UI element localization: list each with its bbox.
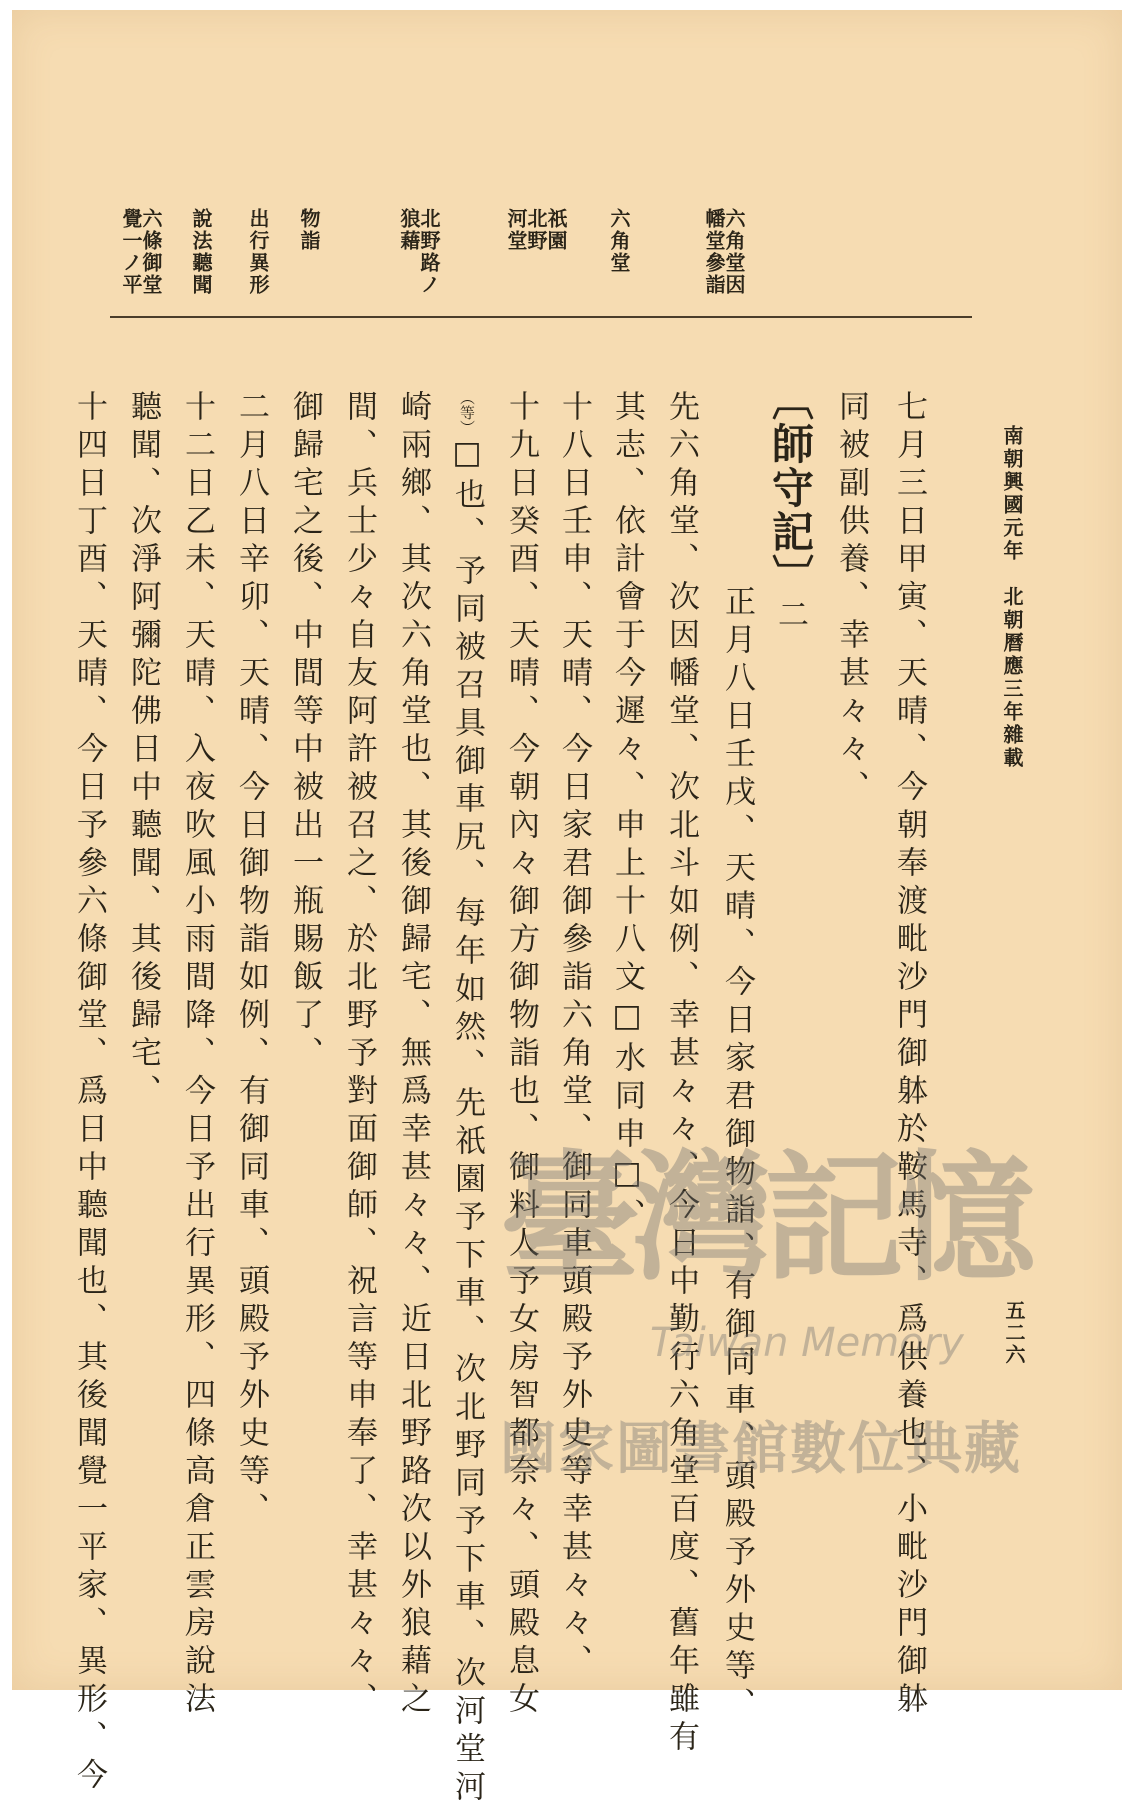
section-number: 二 [772,598,808,636]
margin-note-5: 物詣 [297,208,321,252]
text-column-2: 同被副供養、幸甚々々、 [833,390,869,808]
margin-note-8: 六條御堂 覺一ノ平 [119,208,163,296]
text-column-3: 正月八日壬戌、天晴、今日家君御物詣、有御同車、頭殿予外史等、 [719,585,755,1725]
margin-note-2: 六角堂 [607,208,631,274]
text-column-15: 十四日丁酉、天晴、今日予參六條御堂、爲日中聽聞也、其後聞覺一平家、異形、今 [71,390,107,1796]
margin-divider [110,316,972,318]
text-column-8: （等）□也、予同被召具御車尻、每年如然、先祇園予下車、次北野同予下車、次河堂河 [449,390,485,1808]
text-column-12: 二月八日辛卯、天晴、今日御物詣如例、有御同車、頭殿予外史等、 [233,390,269,1530]
inline-note: （等） [458,390,476,435]
section-heading [766,378,815,636]
margin-note-6: 出行異形 [246,208,270,296]
text-column-1: 七月三日甲寅、天晴、今朝奉渡毗沙門御躰於鞍馬寺、爲供養也、小毗沙門御躰 [891,390,927,1720]
margin-note-7: 說法聽聞 [189,208,213,296]
watermark-english: Taiwan Memory [650,1320,964,1366]
running-header: 南朝興國元年 北朝曆應三年雜載 [1000,425,1024,770]
text-column-11: 御歸宅之後、中間等中被出一瓶賜飯了、 [287,390,323,1074]
text-column-9: 崎兩鄉、其次六角堂也、其後御歸宅、無爲幸甚々々、近日北野路次以外狼藉之 [395,390,431,1720]
text-column-5: 其志、依計會于今遲々、申上十八文□水同申□、 [609,390,645,1236]
watermark-logo-text: 臺灣記憶 [500,1138,1029,1301]
text-column-6: 十八日壬申、天晴、今日家君御參詣六角堂、御同車頭殿予外史等幸甚々々、 [556,390,592,1682]
section-title: 〔師守記〕 [766,378,815,598]
margin-note-3: 祇園 北野 河堂 [504,208,568,252]
margin-note-1: 六角堂因 幡堂參詣 [702,208,746,296]
text-column-4: 先六角堂、次因幡堂、次北斗如例、幸甚々々、今日中勤行六角堂百度、舊年雖有 [663,390,699,1758]
watermark-library: 國家圖書館數位典藏 [500,1417,1022,1482]
library-watermark [500,1138,1060,1482]
text-column-13: 十二日乙未、天晴、入夜吹風小雨間降、今日予出行異形、四條高倉正雲房說法 [179,390,215,1720]
text-column-7: 十九日癸酉、天晴、今朝內々御方御物詣也、御料人予女房智都奈々、頭殿息女 [503,390,539,1720]
page-number: 五二六 [1002,1300,1026,1366]
text-column-10: 間、兵士少々自友阿許被召之、於北野予對面御師、祝言等申奉了、幸甚々々、 [341,390,377,1720]
text-column-14: 聽聞、次淨阿彌陀佛日中聽聞、其後歸宅、 [125,390,161,1112]
margin-note-4: 北野路ノ 狼藉 [397,208,441,296]
